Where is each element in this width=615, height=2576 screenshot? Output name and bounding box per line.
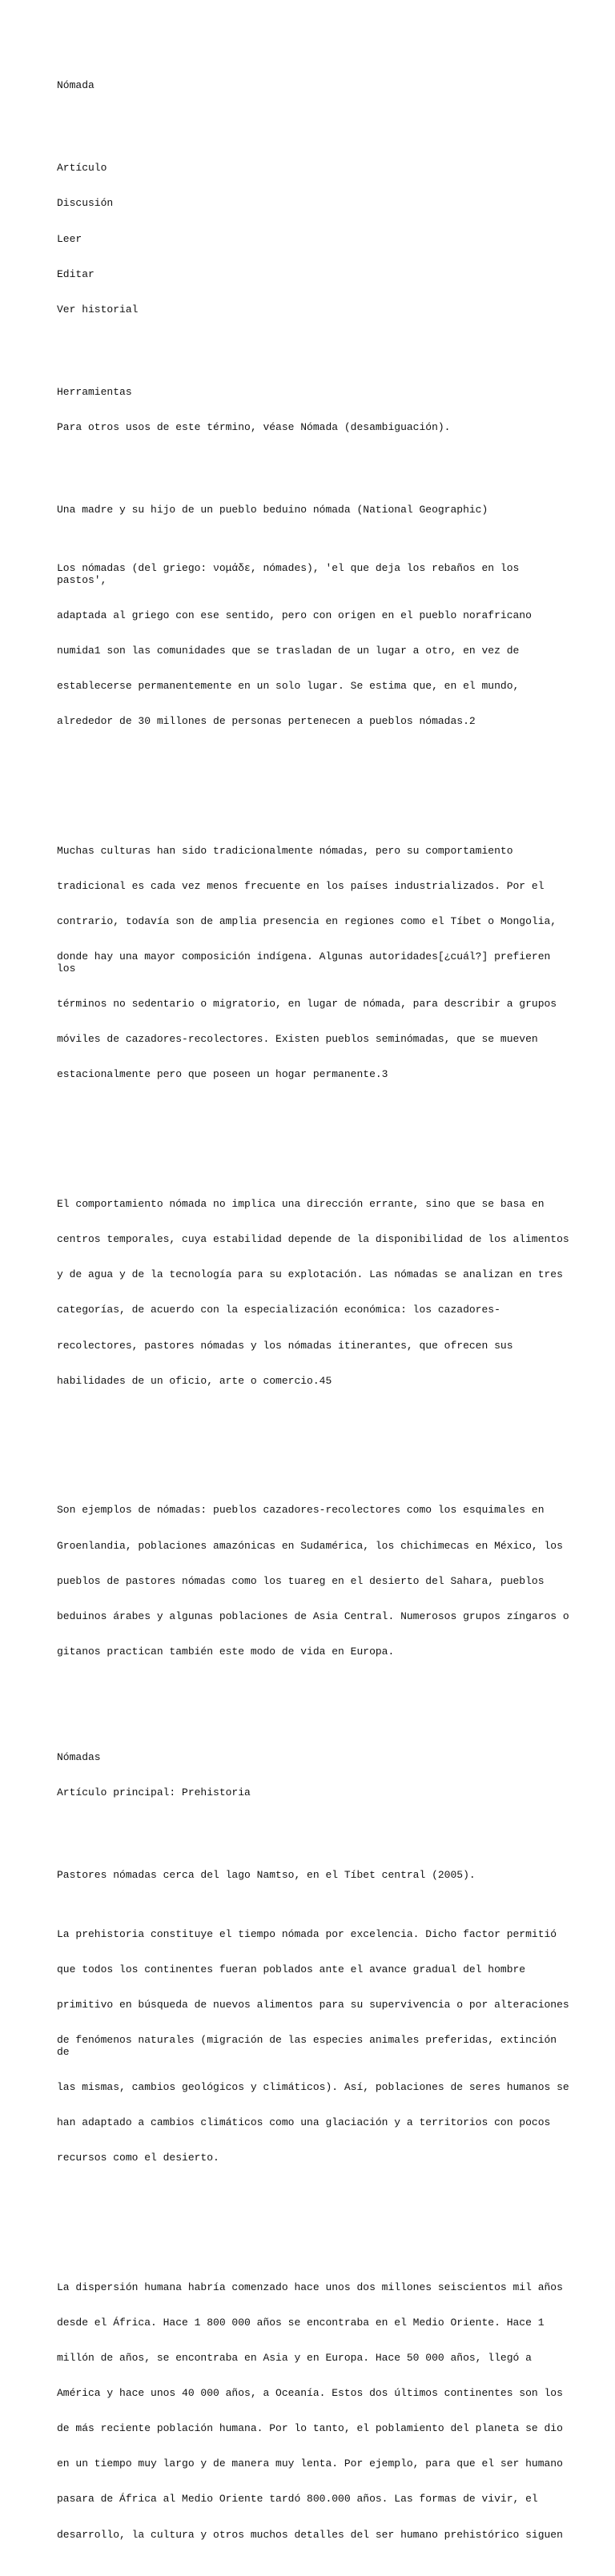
text-line: centros temporales, cuya estabilidad depende de la disponibilidad de los alimentos xyxy=(57,1233,569,1246)
text-line: adaptada al griego con ese sentido, pero con origen en el pueblo norafricano xyxy=(57,609,532,621)
text-line: recolectores, pastores nómadas y los nómadas itinerantes, que ofrecen sus xyxy=(57,1339,513,1352)
text-line: donde hay una mayor composición indígena. Algunas autoridades[¿cuál?] prefieren los xyxy=(57,950,557,975)
text-line: pueblos de pastores nómadas como los tuareg en el desierto del Sahara, pueblos xyxy=(57,1574,545,1587)
text-line: desarrollo, la cultura y otros muchos detalles del ser humano prehistórico siguen xyxy=(57,2528,563,2541)
text-line: beduinos árabes y algunas poblaciones de Asia Central. Numerosos grupos zíngaros o xyxy=(57,1609,569,1622)
text-line: móviles de cazadores-recolectores. Existen pueblos seminómadas, que se mueven xyxy=(57,1033,538,1046)
text-line: La prehistoria constituye el tiempo nómada por excelencia. Dicho factor permitió xyxy=(57,1927,557,1940)
spacer xyxy=(57,340,569,352)
text-line: han adaptado a cambios climáticos como una glaciación y a territorios con pocos xyxy=(57,2116,551,2128)
tab-discussion[interactable]: Discusión xyxy=(57,197,114,210)
text-line: numida1 son las comunidades que se trasladan de un lugar a otro, en vez de xyxy=(57,645,520,657)
text-line: gitanos practican también este modo de vida en Europa. xyxy=(57,1645,395,1658)
text-line: que todos los continentes fueran poblados ante el avance gradual del hombre xyxy=(57,1963,526,1975)
text-line: El comportamiento nómada no implica una dirección errante, sino que se basa en xyxy=(57,1198,545,1211)
text-line: pasara de África al Medio Oriente tardó 800.000 años. Las formas de vivir, el xyxy=(57,2493,538,2506)
tab-history[interactable]: Ver historial xyxy=(57,303,139,315)
text-line: alrededor de 30 millones de personas pertenecen a pueblos nómadas.2 xyxy=(57,715,476,728)
image-caption: Pastores nómadas cerca del lago Namtso, en el Tíbet central (2005). xyxy=(57,1869,476,1882)
text-line: las mismas, cambios geológicos y climáticos). Así, poblaciones de seres humanos se xyxy=(57,2080,569,2093)
section-heading: Nómadas xyxy=(57,1751,101,1764)
text-line: contrario, todavía son de amplia presencia en regiones como el Tíbet o Mongolia, xyxy=(57,915,557,928)
text-line: y de agua y de la tecnología para su explotación. Las nómadas se analizan en tres xyxy=(57,1268,563,1281)
page-title: Nómada xyxy=(57,79,94,92)
image-caption: Una madre y su hijo de un pueblo beduino nómada (National Geographic) xyxy=(57,503,488,516)
spacer xyxy=(57,1822,569,1835)
text-line: Los nómadas (del griego: νομάδε, nómades), 'el que deja los rebaños en los pastos', xyxy=(57,562,526,586)
tab-read[interactable]: Leer xyxy=(57,232,82,245)
text-line: tradicional es cada vez menos frecuente en los países industrializados. Por el xyxy=(57,880,545,893)
text-line: establecerse permanentemente en un solo lugar. Se estima que, en el mundo, xyxy=(57,680,520,693)
tab-article[interactable]: Artículo xyxy=(57,162,107,175)
paragraph-cultures xyxy=(57,822,569,1105)
paragraph-examples xyxy=(57,1481,569,1682)
text-line: categorías, de acuerdo con la especialización económica: los cazadores- xyxy=(57,1304,500,1316)
text-line: primitivo en búsqueda de nuevos alimentos para su supervivencia o por alteraciones xyxy=(57,1998,569,2011)
text-line: La dispersión humana habría comenzado hace unos dos millones seiscientos mil años xyxy=(57,2281,563,2293)
paragraph-intro xyxy=(57,540,569,752)
tools-label[interactable]: Herramientas xyxy=(57,385,132,398)
spacer xyxy=(57,2212,569,2224)
spacer xyxy=(57,1434,569,1446)
paragraph-dispersion xyxy=(57,2258,569,2564)
text-line: términos no sedentario o migratorio, en lugar de nómada, para describir a grupos xyxy=(57,998,557,1011)
text-line: habilidades de un oficio, arte o comercio.45 xyxy=(57,1374,332,1387)
text-line: millón de años, se encontraba en Asia y en Europa. Hace 50 000 años, llegó a xyxy=(57,2351,532,2364)
text-line: Son ejemplos de nómadas: pueblos cazadores-recolectores como los esquimales en xyxy=(57,1504,545,1517)
text-line: estacionalmente pero que poseen un hogar permanente.3 xyxy=(57,1068,388,1081)
main-article-link[interactable]: Artículo principal: Prehistoria xyxy=(57,1786,251,1799)
spacer xyxy=(57,457,569,469)
text-line: de fenómenos naturales (migración de las especies animales preferidas, extinción de xyxy=(57,2034,563,2058)
spacer xyxy=(57,1705,569,1717)
text-line: de más reciente población humana. Por lo tanto, el poblamiento del planeta se dio xyxy=(57,2422,563,2435)
text-line: en un tiempo muy largo y de manera muy lenta. Por ejemplo, para que el ser humano xyxy=(57,2457,563,2470)
text-line: Groenlandia, poblaciones amazónicas en Sudamérica, los chichimecas en México, los xyxy=(57,1539,563,1552)
text-line: Muchas culturas han sido tradicionalmente nómadas, pero su comportamiento xyxy=(57,845,513,858)
spacer xyxy=(57,116,569,128)
spacer xyxy=(57,775,569,787)
paragraph-behavior xyxy=(57,1175,569,1411)
text-line: recursos como el desierto. xyxy=(57,2152,219,2164)
spacer xyxy=(57,1128,569,1140)
article-page xyxy=(57,57,569,2576)
paragraph-prehistory xyxy=(57,1905,569,2188)
disambiguation-note: Para otros usos de este término, véase Nómada (desambiguación). xyxy=(57,420,451,433)
tab-edit[interactable]: Editar xyxy=(57,267,94,280)
text-line: América y hace unos 40 000 años, a Oceanía. Estos dos últimos continentes son los xyxy=(57,2387,563,2400)
text-line: desde el África. Hace 1 800 000 años se encontraba en el Medio Oriente. Hace 1 xyxy=(57,2316,545,2329)
